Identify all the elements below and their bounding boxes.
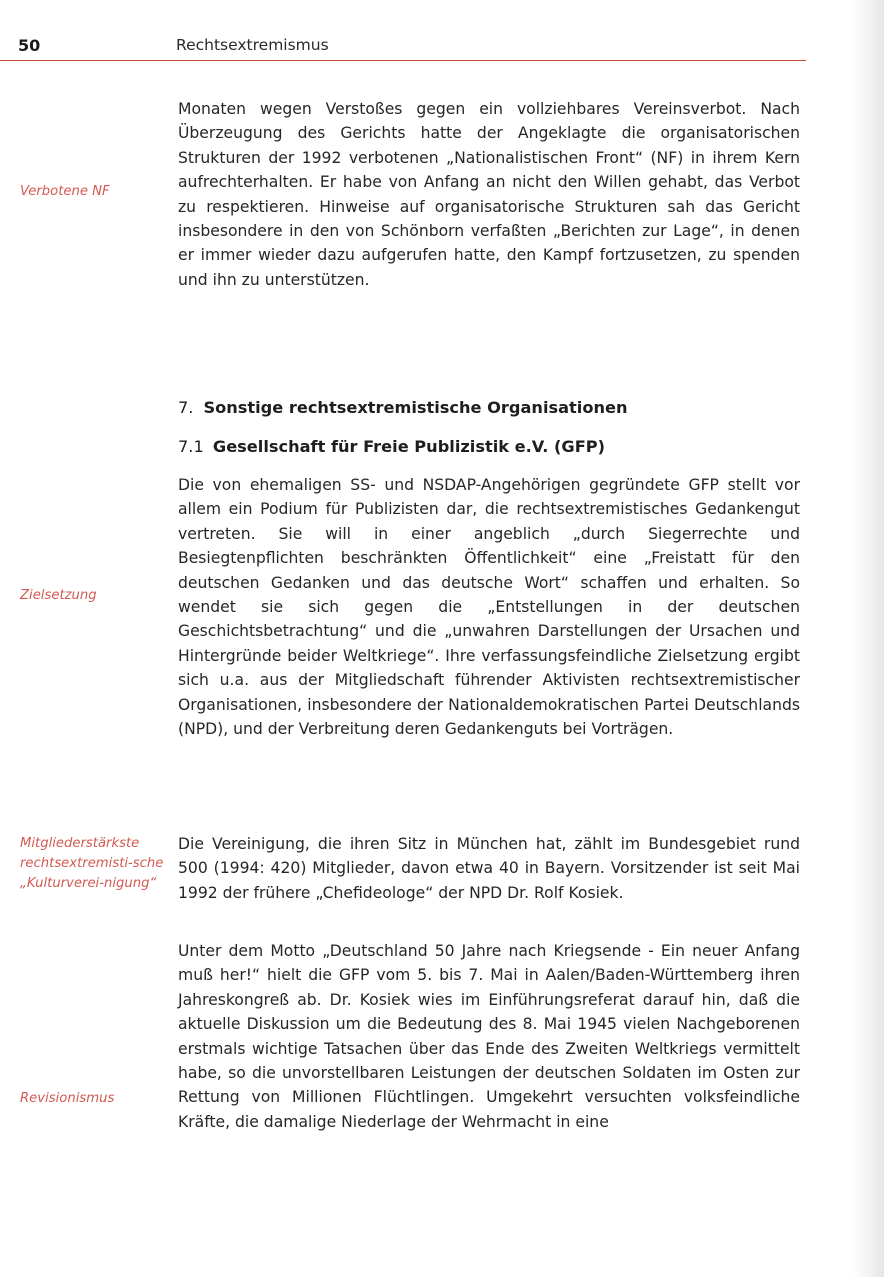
page-header <box>0 28 806 62</box>
margin-note-zielsetzung: Zielsetzung <box>20 588 97 603</box>
header-rule <box>0 60 806 61</box>
section-heading-7 <box>178 398 627 417</box>
section-title: Sonstige rechtsextremistische Organisationen <box>203 398 628 417</box>
page-number: 50 <box>18 36 41 55</box>
paragraph-jahreskongress: Unter dem Motto „Deutschland 50 Jahre nach Kriegsende - Ein neuer Anfang muß her!“ hielt die GFP vom 5. bis 7. Mai in Aalen/Baden-Württemberg ihren Jahreskongreß ab. Dr. Kosiek wies im Einführungsreferat darauf hin, daß die aktuelle Diskussion um die Bedeutung des 8. Mai 1945 vielen Nachgeborenen erstmals wichtige Tatsachen über das Ende des Zweiten Weltkriegs vermittelt habe, so die unvorstellbaren Leistungen der deutschen Soldaten im Osten zur Rettung von Millionen Flüchtlingen. Umgekehrt versuchten volksfeindliche Kräfte, die damalige Niederlage der Wehrmacht in eine <box>178 942 800 1131</box>
margin-note-mitgliederstaerkste: Mitgliederstärkste rechtsextremisti-sche „Kulturverei-nigung“ <box>20 836 164 891</box>
subsection-title: Gesellschaft für Freie Publizistik e.V. (GFP) <box>212 437 606 456</box>
page-edge-shadow <box>852 0 884 1277</box>
subsection-number: 7.1 <box>178 437 204 456</box>
section-number: 7. <box>178 398 194 417</box>
paragraph-gfp-description: Die von ehemaligen SS- und NSDAP-Angehörigen gegründete GFP stellt vor allem ein Podium für Publizisten dar, die rechtsextremistisches Gedankengut vertreten. Sie will in einer angeblich „durch Siegerrechte und Besiegtenpflichten beschränkten Öffentlichkeit“ eine „Freistatt für den deutschen Gedanken und das deutsche Wort“ schaffen und erhalten. So wendet sie sich gegen die „Entstellungen in der deutschen Geschichtsbetrachtung“ und die „unwahren Darstellungen der Ursachen und Hintergründe beider Weltkriege“. Ihre verfassungsfeindliche Zielsetzung ergibt sich u.a. aus der Mitgliedschaft führender Aktivisten rechtsextremistischer Organisationen, insbesondere der Nationaldemokratischen Partei Deutschlands (NPD), und der Verbreitung deren Gedankenguts bei Vorträgen. <box>178 476 800 739</box>
paragraph-schoenborn: Monaten wegen Verstoßes gegen ein vollziehbares Vereinsverbot. Nach Überzeugung des Gerichts hatte der Angeklagte die organisatorischen Strukturen der 1992 verbotenen „Nationalistischen Front“ (NF) in ihrem Kern aufrechterhalten. Er habe von Anfang an nicht den Willen gehabt, das Verbot zu respektieren. Hinweise auf organisatorische Strukturen sah das Gericht insbesondere in den von Schönborn verfaßten „Berichten zur Lage“, in denen er immer wieder dazu aufgerufen hatte, den Kampf fortzusetzen, zu spenden und ihn zu unterstützen. <box>178 100 800 289</box>
paragraph-gfp-members: Die Vereinigung, die ihren Sitz in München hat, zählt im Bundesgebiet rund 500 (1994: 420) Mitglieder, davon etwa 40 in Bayern. Vorsitzender ist seit Mai 1992 der frühere „Chefideologe“ der NPD Dr. Rolf Kosiek. <box>178 835 800 902</box>
running-title: Rechtsextremismus <box>176 36 329 54</box>
section-heading-7-1 <box>178 437 605 456</box>
margin-note-verbotene-nf: Verbotene NF <box>20 184 110 199</box>
margin-note-revisionismus: Revisionismus <box>20 1091 115 1106</box>
